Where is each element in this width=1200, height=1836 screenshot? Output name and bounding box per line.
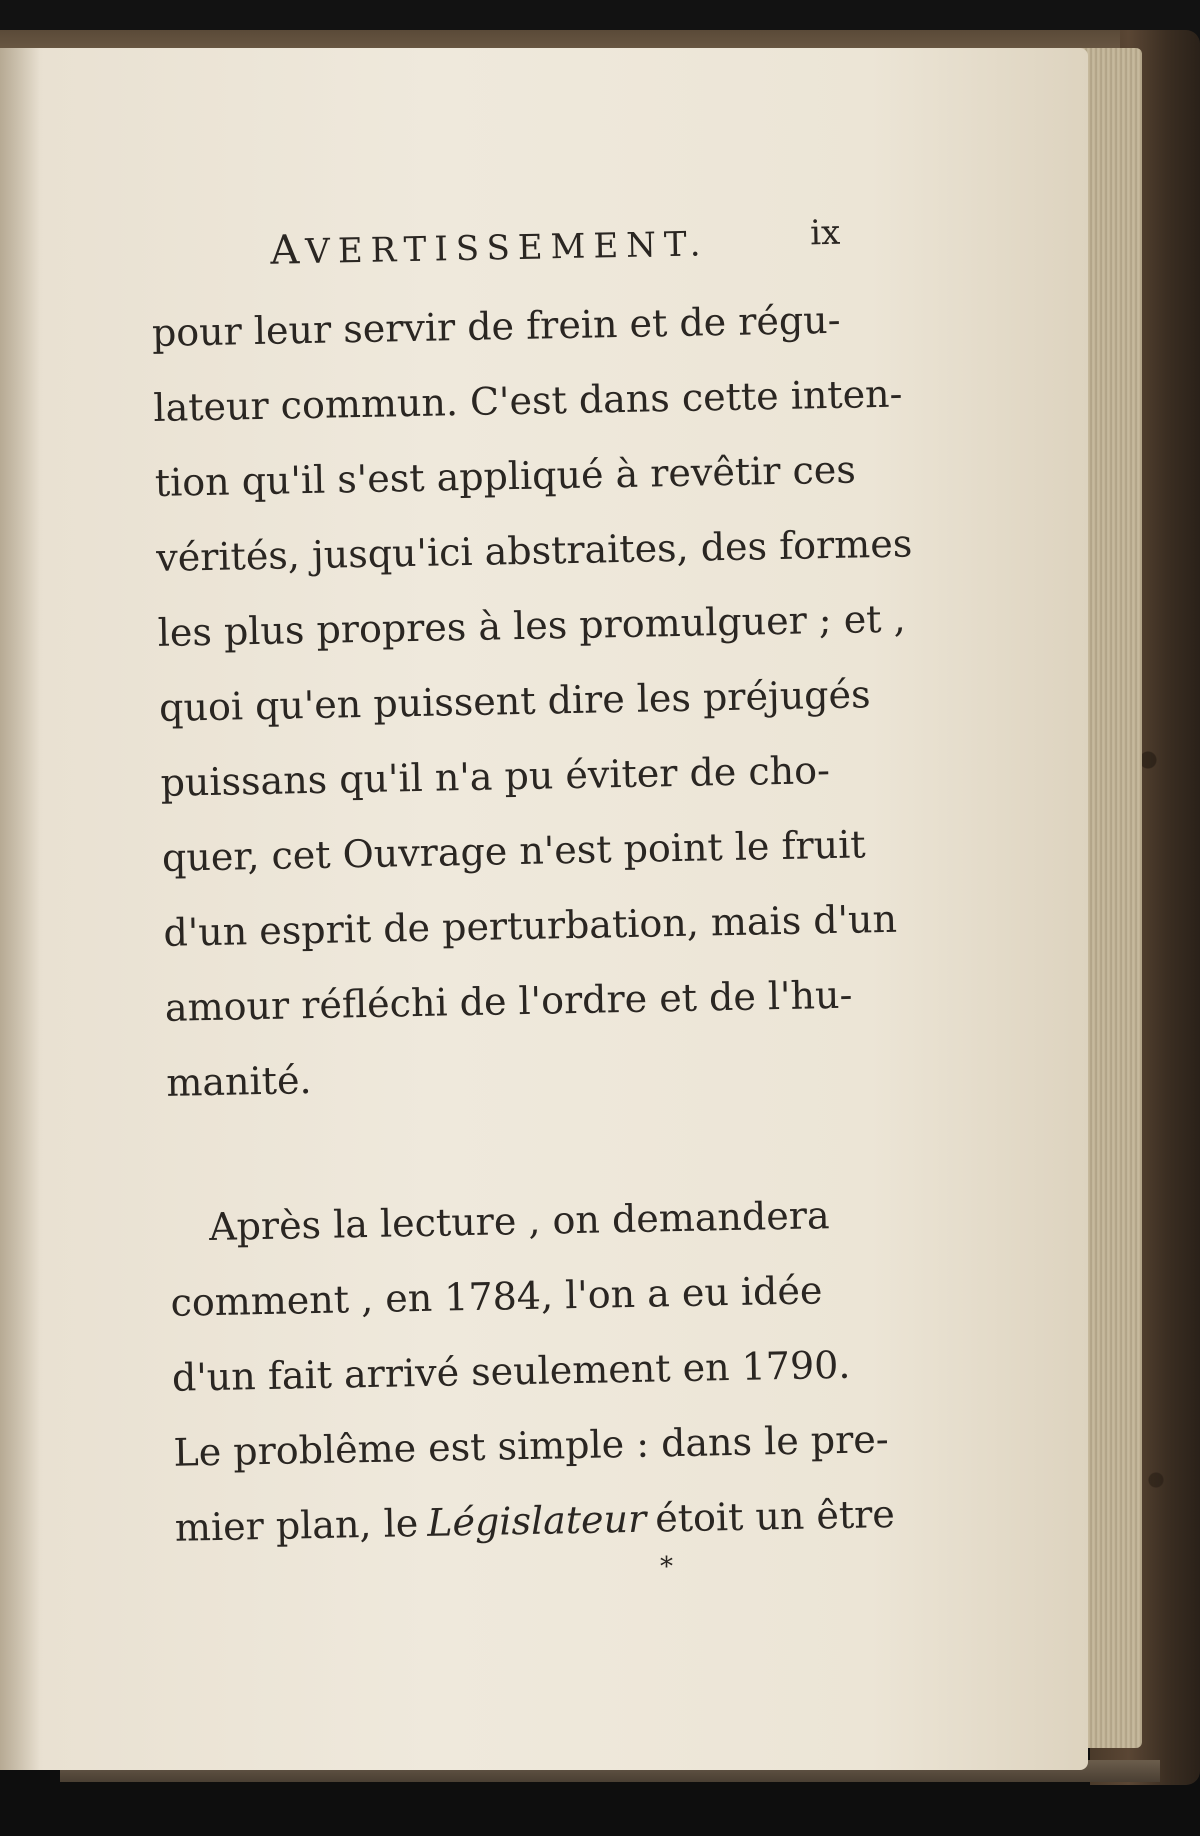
italic-term: Législateur — [426, 1496, 647, 1545]
signature-mark: * — [660, 1552, 673, 1582]
text-line: tion qu'il s'est appliqué à revêtir ces — [154, 447, 857, 505]
text-line: Après la lecture , on demandera — [208, 1193, 830, 1250]
page-number: ix — [809, 212, 841, 254]
text-line: amour réfléchi de l'ordre et de l'hu- — [164, 972, 853, 1030]
text-line: comment , en 1784, l'on a eu idée — [170, 1268, 823, 1325]
gutter-shadow — [0, 48, 40, 1770]
text-line: les plus propres à les promulguer ; et , — [157, 596, 907, 655]
text-line: d'un fait arrivé seulement en 1790. — [171, 1342, 851, 1400]
paragraph-2 — [168, 1177, 895, 1566]
running-head — [270, 219, 709, 273]
text-line: pour leur servir de frein et de régu- — [151, 297, 841, 355]
running-head-initial: A — [269, 227, 306, 274]
page-text — [150, 212, 913, 1566]
text-span: mier plan, le — [174, 1501, 419, 1550]
text-line: quer, cet Ouvrage n'est point le fruit — [161, 822, 867, 880]
text-line: vérités, jusqu'ici abstraites, des formes — [155, 521, 913, 580]
text-span: étoit un être — [654, 1491, 896, 1541]
text-line: Le problême est simple : dans le pre- — [173, 1417, 890, 1475]
paragraph-1 — [151, 282, 913, 1121]
text-line-mixed — [174, 1477, 895, 1566]
text-line: manité. — [165, 1058, 312, 1105]
page-header — [150, 212, 871, 290]
text-line: lateur commun. C'est dans cette inten- — [152, 371, 903, 430]
text-line: quoi qu'en puissent dire les préjugés — [158, 672, 871, 730]
text-line: d'un esprit de perturbation, mais d'un — [163, 896, 898, 955]
text-line: puissans qu'il n'a pu éviter de cho- — [160, 748, 831, 805]
running-head-title: VERTISSEMENT. — [304, 224, 709, 273]
